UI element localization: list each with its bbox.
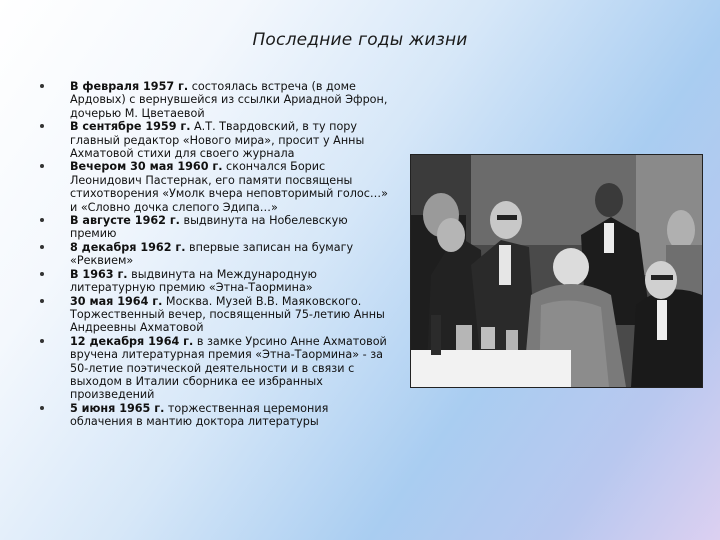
item-date: В 1963 г. (70, 267, 128, 281)
item-text: в замке Урсино Анне Ахматовой вручена литературная премия «Этна-Таормина» - за 50-летие поэтической деятельности и в связи с выходом в Италии сборника ее избранных произведений (70, 334, 387, 402)
bullet-dot (40, 406, 44, 410)
item-date: 5 июня 1965 г. (70, 401, 165, 415)
item-date: 12 декабря 1964 г. (70, 334, 194, 348)
list-item (40, 295, 390, 335)
ceremony-photo (411, 155, 702, 387)
bullet-list (40, 80, 390, 429)
bullet-dot (40, 218, 44, 222)
list-item (40, 402, 390, 429)
item-text: А.Т. Твардовский, в ту пору главный редактор «Нового мира», просит у Анны Ахматовой стихи для своего журнала (70, 120, 365, 161)
bullet-dot (40, 245, 44, 249)
bullet-dot (40, 299, 44, 303)
slide-title: Последние годы жизни (252, 30, 468, 50)
list-item (40, 335, 390, 402)
bullet-dot (40, 164, 44, 168)
item-text: выдвинута на Нобелевскую премию (70, 214, 348, 241)
item-text: скончался Борис Леонидович Пастернак, его памяти посвящены стихотворения «Умолк вчера неповторимый голос…» и «Словно дочка слепого Эдипа…» (70, 160, 388, 214)
list-item (40, 214, 390, 241)
item-text: выдвинута на Международную литературную премию «Этна-Таормина» (70, 267, 317, 295)
item-date: В августе 1962 г. (70, 214, 180, 228)
item-text: торжественная церемония облачения в мантию доктора литературы (70, 401, 329, 429)
list-item (40, 80, 390, 120)
bullet-dot (40, 339, 44, 343)
bullet-dot (40, 124, 44, 128)
item-date: В февраля 1957 г. (70, 80, 189, 93)
item-text: состоялась встреча (в доме Ардовых) с вернувшейся из ссылки Ариадной Эфрон, дочерью М. Цветаевой (70, 80, 388, 120)
list-item (40, 120, 390, 160)
photo-illustration (411, 155, 702, 387)
bullet-dot (40, 272, 44, 276)
item-text: Москва. Музей В.В. Маяковского. Торжественный вечер, посвященный 75-летию Анны Андреевны Ахматовой (70, 294, 385, 335)
item-date: В сентябре 1959 г. (70, 120, 191, 134)
item-date: Вечером 30 мая 1960 г. (70, 160, 223, 174)
item-date: 8 декабря 1962 г. (70, 240, 186, 254)
bullet-dot (40, 84, 44, 88)
list-item (40, 268, 390, 295)
list-item (40, 241, 390, 268)
list-item (40, 160, 390, 214)
item-date: 30 мая 1964 г. (70, 294, 163, 308)
item-text: впервые записан на бумагу «Реквием» (70, 240, 354, 268)
